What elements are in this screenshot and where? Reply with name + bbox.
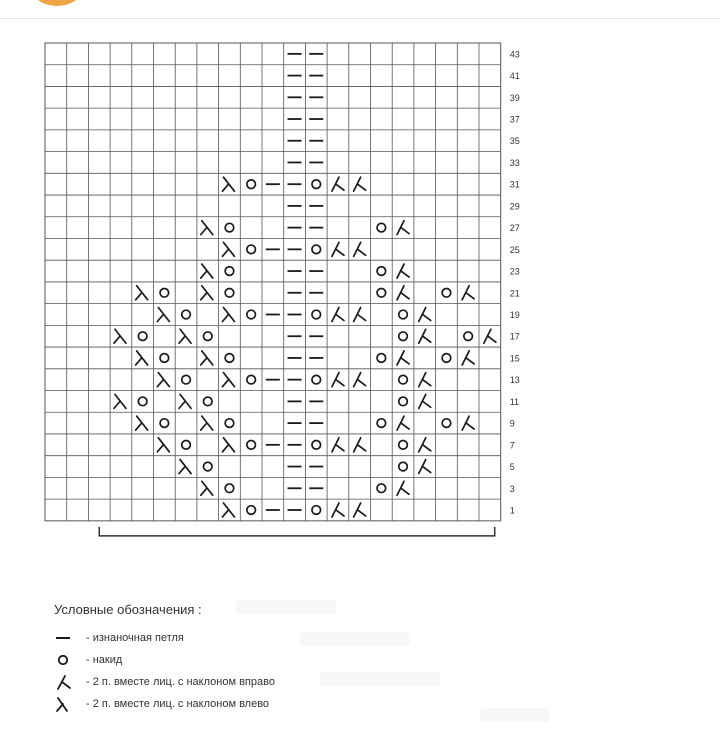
row-number: 9: [509, 418, 515, 429]
row-number: 21: [509, 288, 520, 299]
row-number: 35: [509, 136, 520, 147]
legend-item-k2tog-right: [52, 672, 275, 692]
row-number: 37: [509, 114, 520, 125]
legend-item-yarn-over: [52, 650, 122, 670]
repeat-bracket: [99, 527, 494, 536]
legend-item-k2tog-left: [52, 694, 269, 714]
k2tog-left-icon: [52, 694, 78, 714]
legend-item-purl: [52, 628, 184, 648]
legend-text: - 2 п. вместе лиц. с наклоном влево: [86, 698, 270, 710]
blurred-area: [480, 708, 550, 722]
row-number: 25: [509, 244, 520, 255]
purl-icon: [52, 628, 78, 648]
row-number: 29: [509, 201, 520, 212]
blurred-area: [236, 600, 336, 614]
row-number: 5: [509, 462, 515, 473]
row-number: 11: [509, 396, 520, 407]
row-number: 27: [509, 223, 520, 234]
legend-text: - 2 п. вместе лиц. с наклоном вправо: [86, 676, 275, 688]
row-number: 7: [509, 440, 515, 451]
row-number: 41: [509, 71, 520, 82]
legend-text: - накид: [86, 654, 123, 666]
row-number: 3: [509, 483, 515, 494]
row-number: 23: [509, 266, 520, 277]
row-number: 19: [509, 310, 520, 320]
row-number: 33: [509, 157, 520, 168]
yarn-over-icon: [52, 650, 78, 670]
legend-title: Условные обозначения :: [54, 602, 202, 617]
row-number: 31: [509, 179, 520, 190]
blurred-area: [320, 672, 440, 686]
row-number: 39: [509, 92, 520, 103]
blurred-area: [300, 632, 410, 646]
row-number: 1: [509, 505, 515, 516]
legend-text: - изнаночная петля: [86, 632, 184, 644]
row-number: 43: [509, 49, 520, 60]
k2tog-right-icon: [52, 672, 78, 692]
row-number: 13: [509, 375, 520, 386]
row-number: 15: [509, 353, 520, 364]
row-number: 17: [509, 331, 520, 342]
